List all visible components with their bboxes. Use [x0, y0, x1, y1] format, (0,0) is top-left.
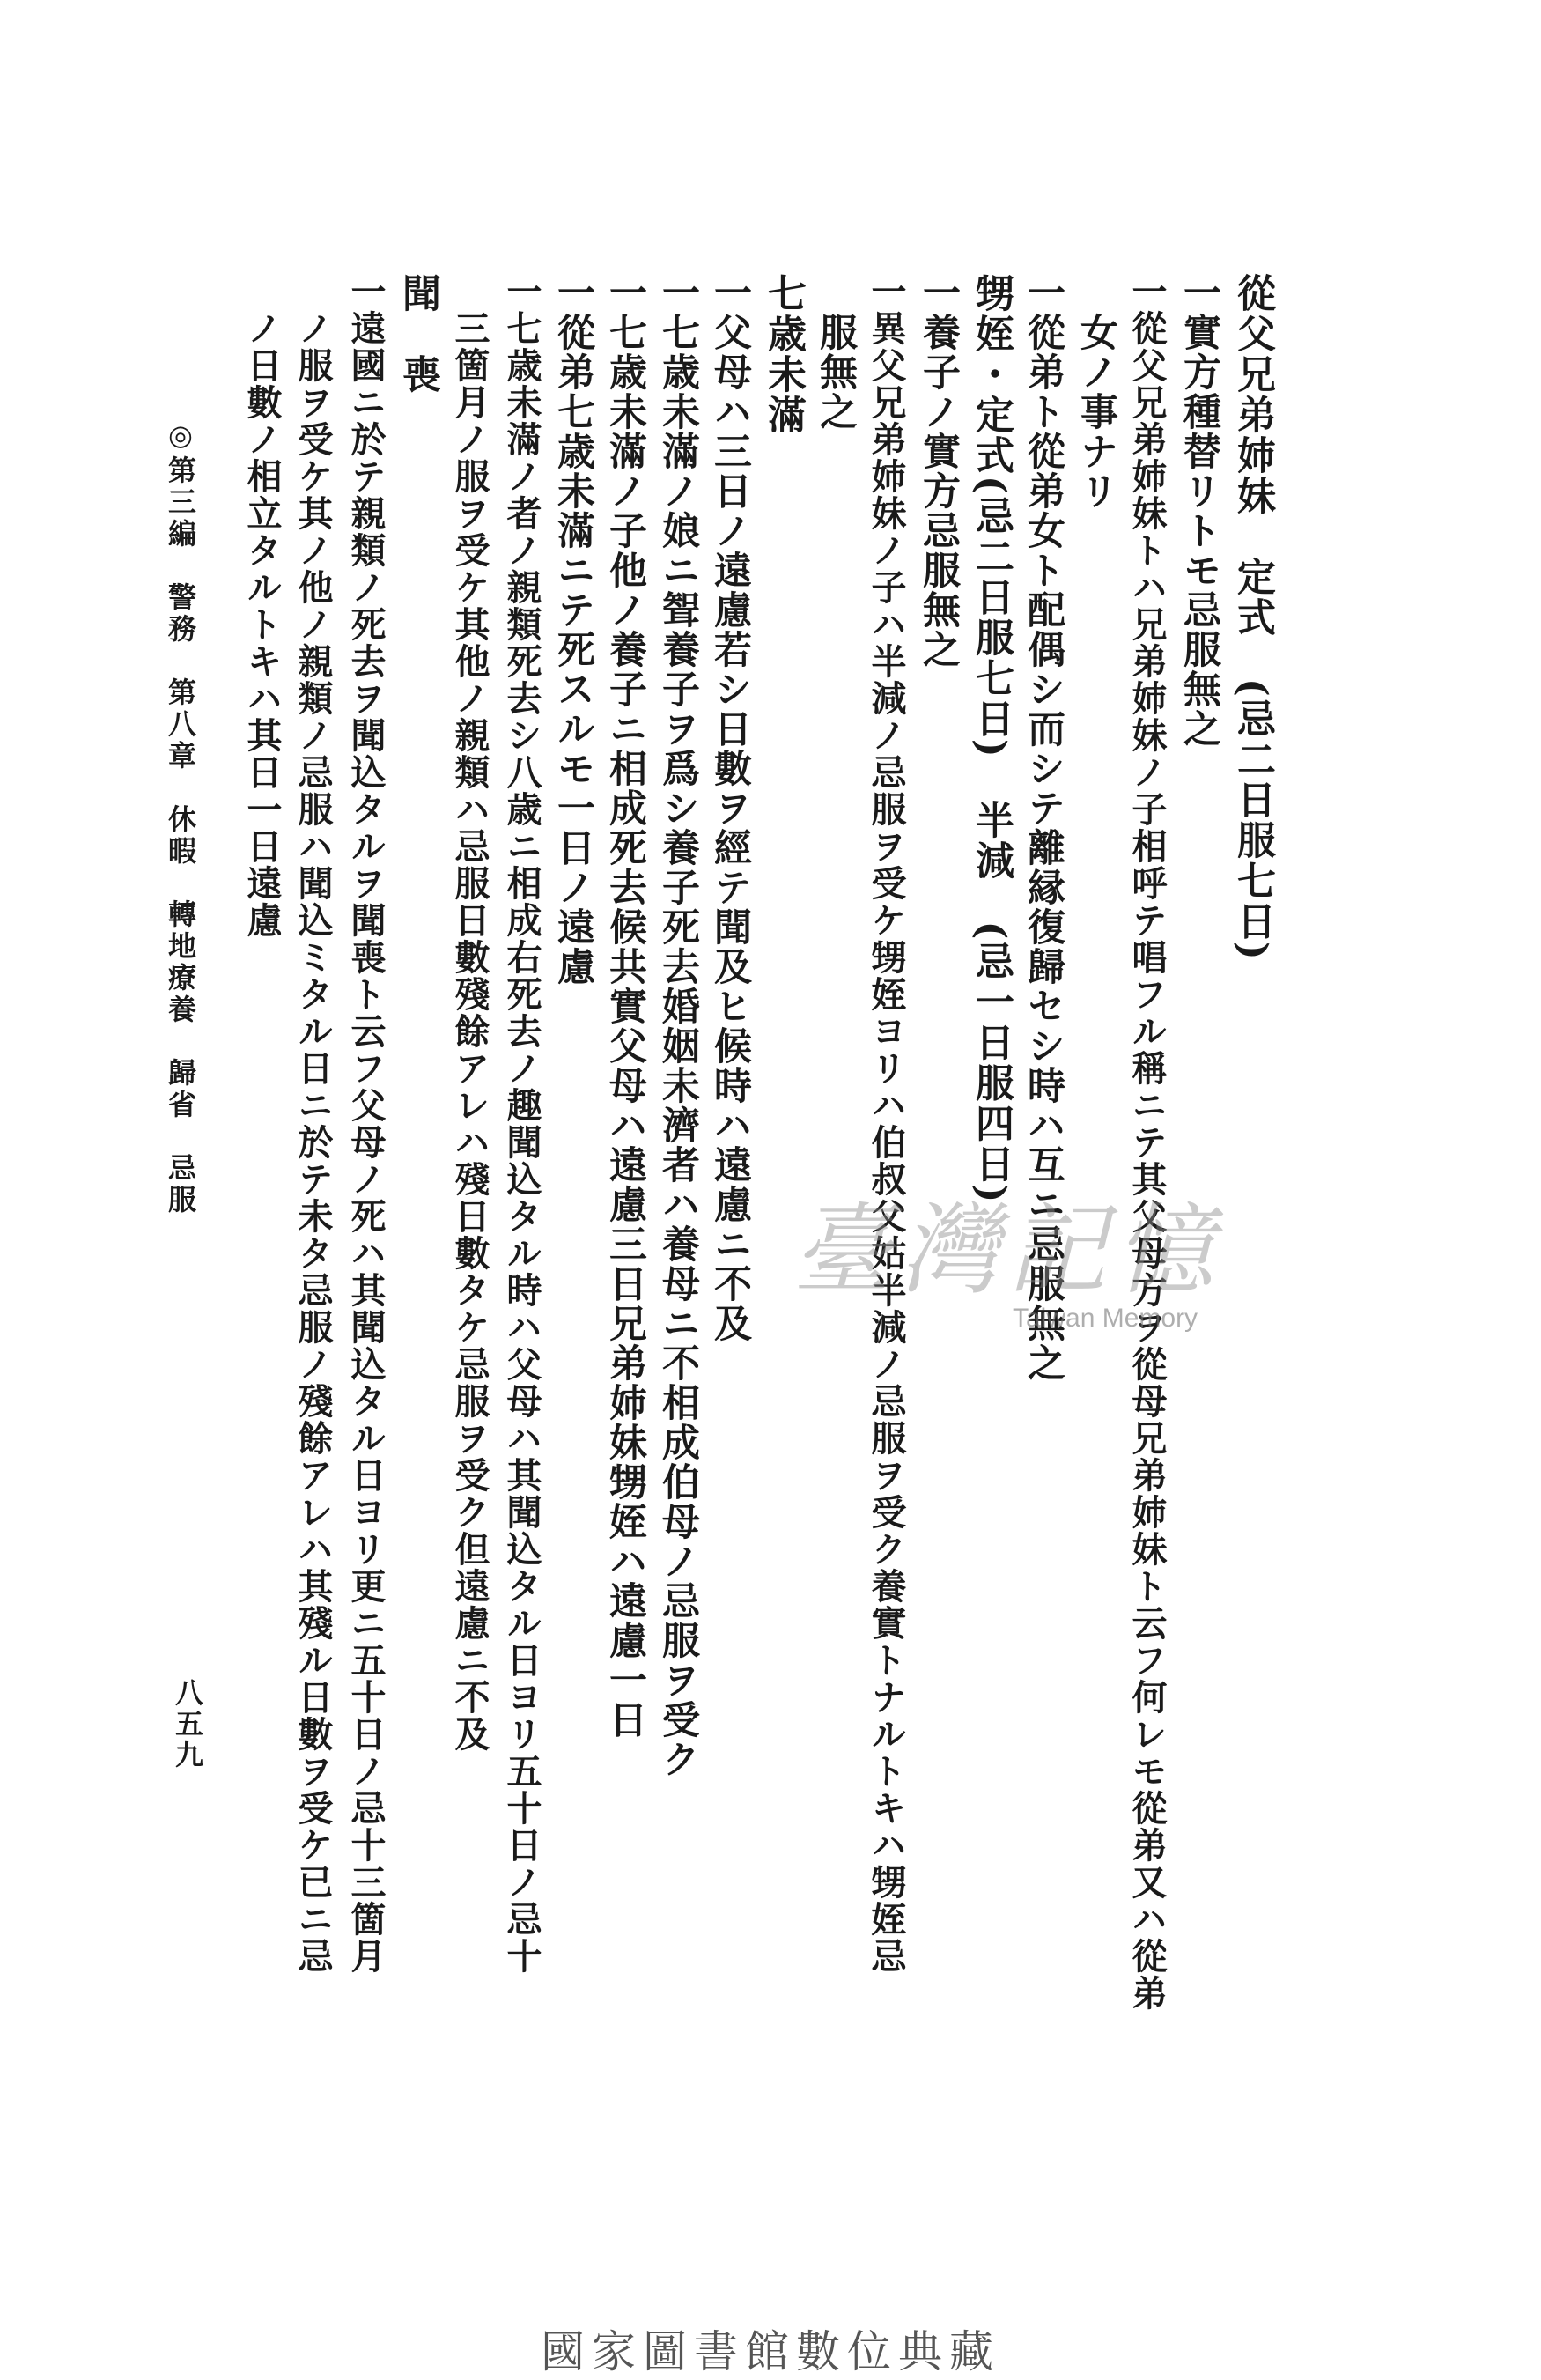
archive-caption: 國家圖書館數位典藏: [541, 2326, 1000, 2377]
text-column: 一從弟七歳未滿ニテ死スルモ一日ノ遠慮: [551, 273, 595, 987]
text-column: 一七歳未滿ノ娘ニ聟養子ヲ爲シ養子死去婚姻未濟者ハ養母ニ不相成伯母ノ忌服ヲ受ク: [656, 273, 700, 1779]
text-column: 一七歳未滿ノ者ノ親類死去シ八歳ニ相成右死去ノ趣聞込タル時ハ父母ハ其聞込タル日ヨリ五十日ノ忌十: [501, 273, 542, 1975]
page-number: 八五九: [171, 1678, 204, 1770]
watermark-chinese: 臺灣記憶: [793, 1194, 1222, 1308]
section-heading-mourning-news: 聞 喪: [395, 273, 440, 395]
running-title: ◎第三編 警務 第八章 休暇 轉地療養 歸省 忌服: [164, 418, 197, 1216]
text-column: 一七歳未滿ノ子他ノ養子ニ相成死去候共實父母ハ遠慮三日兄弟姉妹甥姪ハ遠慮一日: [603, 273, 647, 1740]
text-column: 服無之: [814, 273, 858, 432]
text-column: 一異父兄弟姉妹ノ子ハ半減ノ忌服ヲ受ケ甥姪ヨリハ伯叔父姑半減ノ忌服ヲ受ク養實トナルトキハ甥姪忌: [866, 273, 907, 1975]
text-column: 一從弟ト從弟女ト配偶シ而シテ離縁復歸セシ時ハ互ニ忌服無之: [1021, 273, 1065, 1383]
text-column: ノ服ヲ受ケ其ノ他ノ親類ノ忌服ハ聞込ミタル日ニ於テ未タ忌服ノ殘餘アレハ其殘ル日數ヲ受ケ已ニ忌: [292, 273, 334, 1975]
text-column: 一實方種替リトモ忌服無之: [1177, 273, 1221, 749]
text-column: 三箇月ノ服ヲ受ケ其他ノ親類ハ忌服日數殘餘アレハ殘日數タケ忌服ヲ受ク但遠慮ニ不及: [449, 273, 490, 1753]
watermark: [793, 1172, 1222, 1348]
text-column: 一遠國ニ於テ親類ノ死去ヲ聞込タルヲ聞喪ト云フ父母ノ死ハ其聞込タル日ヨリ更ニ五十日ノ忌十三箇月: [345, 273, 387, 1975]
section-heading-nephews: 甥姪・定式(忌二日服七日) 半減 (忌一日服四日): [969, 273, 1014, 1205]
text-column: ノ日數ノ相立タルトキハ其日一日遠慮: [241, 273, 283, 939]
text-column: 女ノ事ナリ: [1074, 273, 1118, 511]
section-heading-cousins: 從父兄弟姉妹 定式 (忌二日服七日): [1230, 273, 1275, 962]
section-heading-under-seven: 七歳未滿: [761, 273, 806, 435]
text-column: 一從父兄弟姉妹トハ兄弟姉妹ノ子相呼テ唱フル稱ニテ其父母方ヲ從母兄弟姉妹ト云フ何レモ從弟又ハ從弟: [1126, 273, 1168, 2012]
text-column: 一養子ノ實方忌服無之: [917, 273, 961, 669]
watermark-english: Taiwan Memory: [1013, 1304, 1198, 1333]
text-column: 一父母ハ三日ノ遠慮若シ日數ヲ經テ聞及ヒ候時ハ遠慮ニ不及: [708, 273, 752, 1343]
